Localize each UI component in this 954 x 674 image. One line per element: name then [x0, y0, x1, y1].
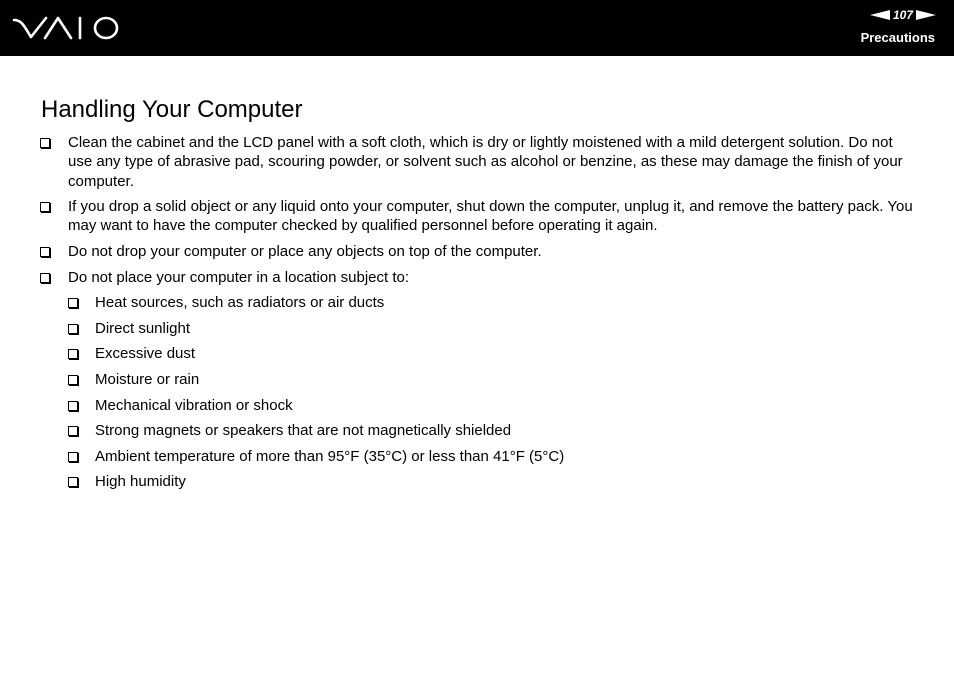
- sub-list-item: [68, 319, 915, 338]
- sub-list-item: [68, 293, 915, 312]
- prev-page-arrow-icon[interactable]: [870, 10, 890, 20]
- sub-list-item: [68, 396, 915, 415]
- sub-list-item-text: Excessive dust: [95, 345, 196, 363]
- list-item: [40, 242, 915, 261]
- checkbox-bullet-icon: [40, 138, 50, 148]
- checkbox-bullet-icon: [40, 273, 50, 283]
- list-item: [40, 133, 915, 191]
- page-navigation: [870, 8, 936, 22]
- sub-list-item: [68, 447, 915, 466]
- section-title: Precautions: [860, 30, 935, 45]
- precautions-list: [40, 133, 915, 498]
- checkbox-bullet-icon: [68, 477, 78, 487]
- next-page-arrow-icon[interactable]: [916, 10, 936, 20]
- checkbox-bullet-icon: [68, 324, 78, 334]
- sub-list-item-text: Ambient temperature of more than 95°F (35°C) or less than 41°F (5°C): [95, 447, 565, 465]
- checkbox-bullet-icon: [68, 375, 78, 385]
- sub-list-item: [68, 344, 915, 363]
- vaio-logo-icon: [12, 14, 120, 42]
- checkbox-bullet-icon: [40, 202, 50, 212]
- checkbox-bullet-icon: [40, 247, 50, 257]
- list-item-text: Do not place your computer in a location subject to:: [68, 268, 410, 286]
- list-item: [40, 197, 915, 236]
- list-item: [40, 268, 915, 492]
- list-item-text: Do not drop your computer or place any objects on top of the computer.: [68, 243, 542, 261]
- checkbox-bullet-icon: [68, 349, 78, 359]
- sub-list-item-text: Strong magnets or speakers that are not magnetically shielded: [95, 422, 512, 440]
- sub-list-item-text: Mechanical vibration or shock: [95, 396, 293, 414]
- sub-list-item: [68, 421, 915, 440]
- checkbox-bullet-icon: [68, 298, 78, 308]
- sub-list-item-text: High humidity: [95, 473, 186, 491]
- sub-list-item: [68, 472, 915, 491]
- location-conditions-list: [68, 293, 915, 491]
- list-item-text: Clean the cabinet and the LCD panel with a soft cloth, which is dry or lightly moistened with a mild detergent solution. Do not use any type of abrasive pad, scouring powder, or solvent such as alcohol or benzine, as these may damage the finish of your computer.: [68, 134, 903, 190]
- page-header: [0, 0, 954, 56]
- sub-list-item: [68, 370, 915, 389]
- checkbox-bullet-icon: [68, 401, 78, 411]
- checkbox-bullet-icon: [68, 426, 78, 436]
- sub-list-item-text: Moisture or rain: [95, 371, 200, 389]
- page-title: Handling Your Computer: [41, 96, 303, 123]
- sub-list-item-text: Direct sunlight: [95, 319, 191, 337]
- sub-list-item-text: Heat sources, such as radiators or air ducts: [95, 294, 385, 312]
- page-number: 107: [892, 8, 913, 22]
- list-item-text: If you drop a solid object or any liquid onto your computer, shut down the computer, unplug it, and remove the battery pack. You may want to have the computer checked by qualified personnel before operating it again.: [68, 198, 913, 235]
- checkbox-bullet-icon: [68, 452, 78, 462]
